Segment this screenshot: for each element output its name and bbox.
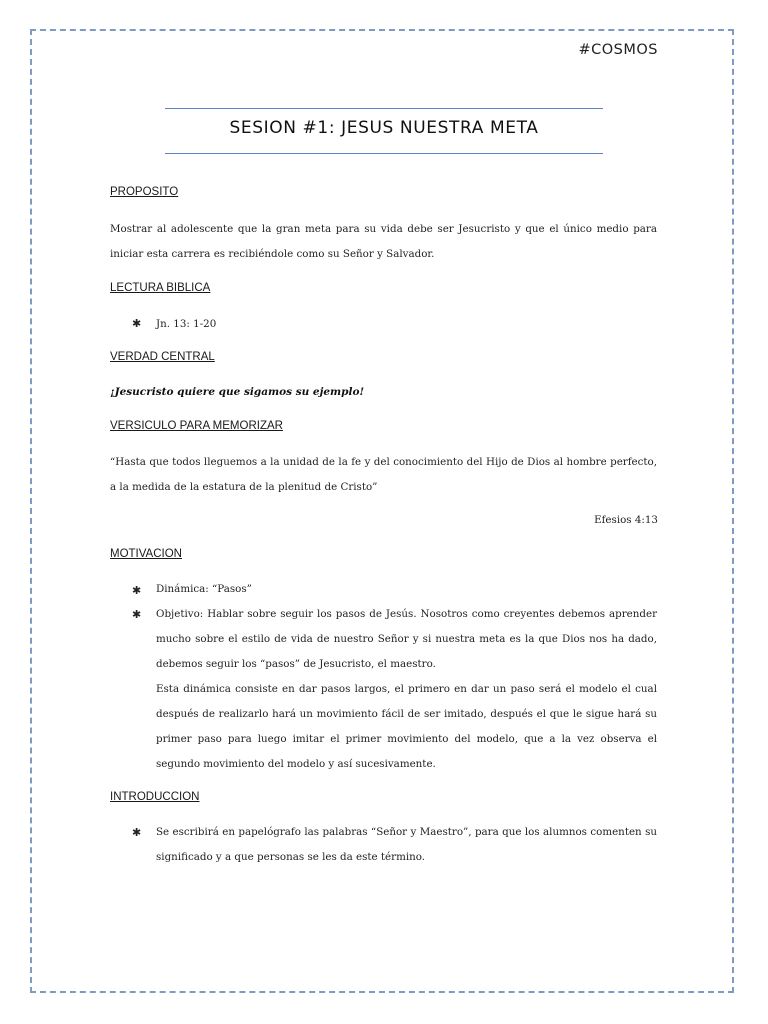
verdad-central-text: ¡Jesucristo quiere que sigamos su ejemplo! xyxy=(110,386,365,398)
cosmos-tag: #COSMOS xyxy=(578,42,658,58)
introduccion-item: Se escribirá en papelógrafo las palabras “Señor y Maestro”, para que los alumnos comenten su significado y a que personas se les da este término. xyxy=(156,826,657,863)
motivacion-item: Dinámica: “Pasos” xyxy=(156,583,252,595)
bullet-icon: ✱ xyxy=(132,826,142,839)
heading-verdad-central: VERDAD CENTRAL xyxy=(110,351,215,363)
heading-proposito: PROPOSITO xyxy=(110,186,179,198)
heading-motivacion: MOTIVACION xyxy=(110,548,182,560)
heading-introduccion: INTRODUCCION xyxy=(110,791,200,803)
proposito-text: Mostrar al adolescente que la gran meta para su vida debe ser Jesucristo y que el único medio para iniciar esta carrera es recibiéndole como su Señor y Salvador. xyxy=(110,223,657,260)
versiculo-reference: Efesios 4:13 xyxy=(594,514,658,526)
bullet-icon: ✱ xyxy=(132,584,142,597)
title-rule-top xyxy=(165,108,603,109)
heading-versiculo: VERSICULO PARA MEMORIZAR xyxy=(110,420,283,432)
document-title: SESION #1: JESUS NUESTRA META xyxy=(229,118,539,138)
title-rule-bottom xyxy=(165,153,603,154)
bullet-icon: ✱ xyxy=(132,317,142,330)
heading-lectura-biblica: LECTURA BIBLICA xyxy=(110,282,211,294)
bullet-icon: ✱ xyxy=(132,608,142,621)
motivacion-extra: Esta dinámica consiste en dar pasos largos, el primero en dar un paso será el modelo el cual después de realizarlo hará un movimiento fácil de ser imitado, después el que le sigue hará su primer paso para luego imitar el primer movimiento del modelo, que a la vez observa el segundo movimiento del modelo y así sucesivamente. xyxy=(156,683,657,770)
motivacion-item: Objetivo: Hablar sobre seguir los pasos de Jesús. Nosotros como creyentes debemos aprender mucho sobre el estilo de vida de nuestro Señor y si nuestra meta es la que Dios nos ha dado, debemos seguir los “pasos” de Jesucristo, el maestro. xyxy=(156,608,657,670)
versiculo-text: “Hasta que todos lleguemos a la unidad de la fe y del conocimiento del Hijo de Dios al hombre perfecto, a la medida de la estatura de la plenitud de Cristo” xyxy=(110,456,657,493)
lectura-item: Jn. 13: 1-20 xyxy=(156,318,217,330)
